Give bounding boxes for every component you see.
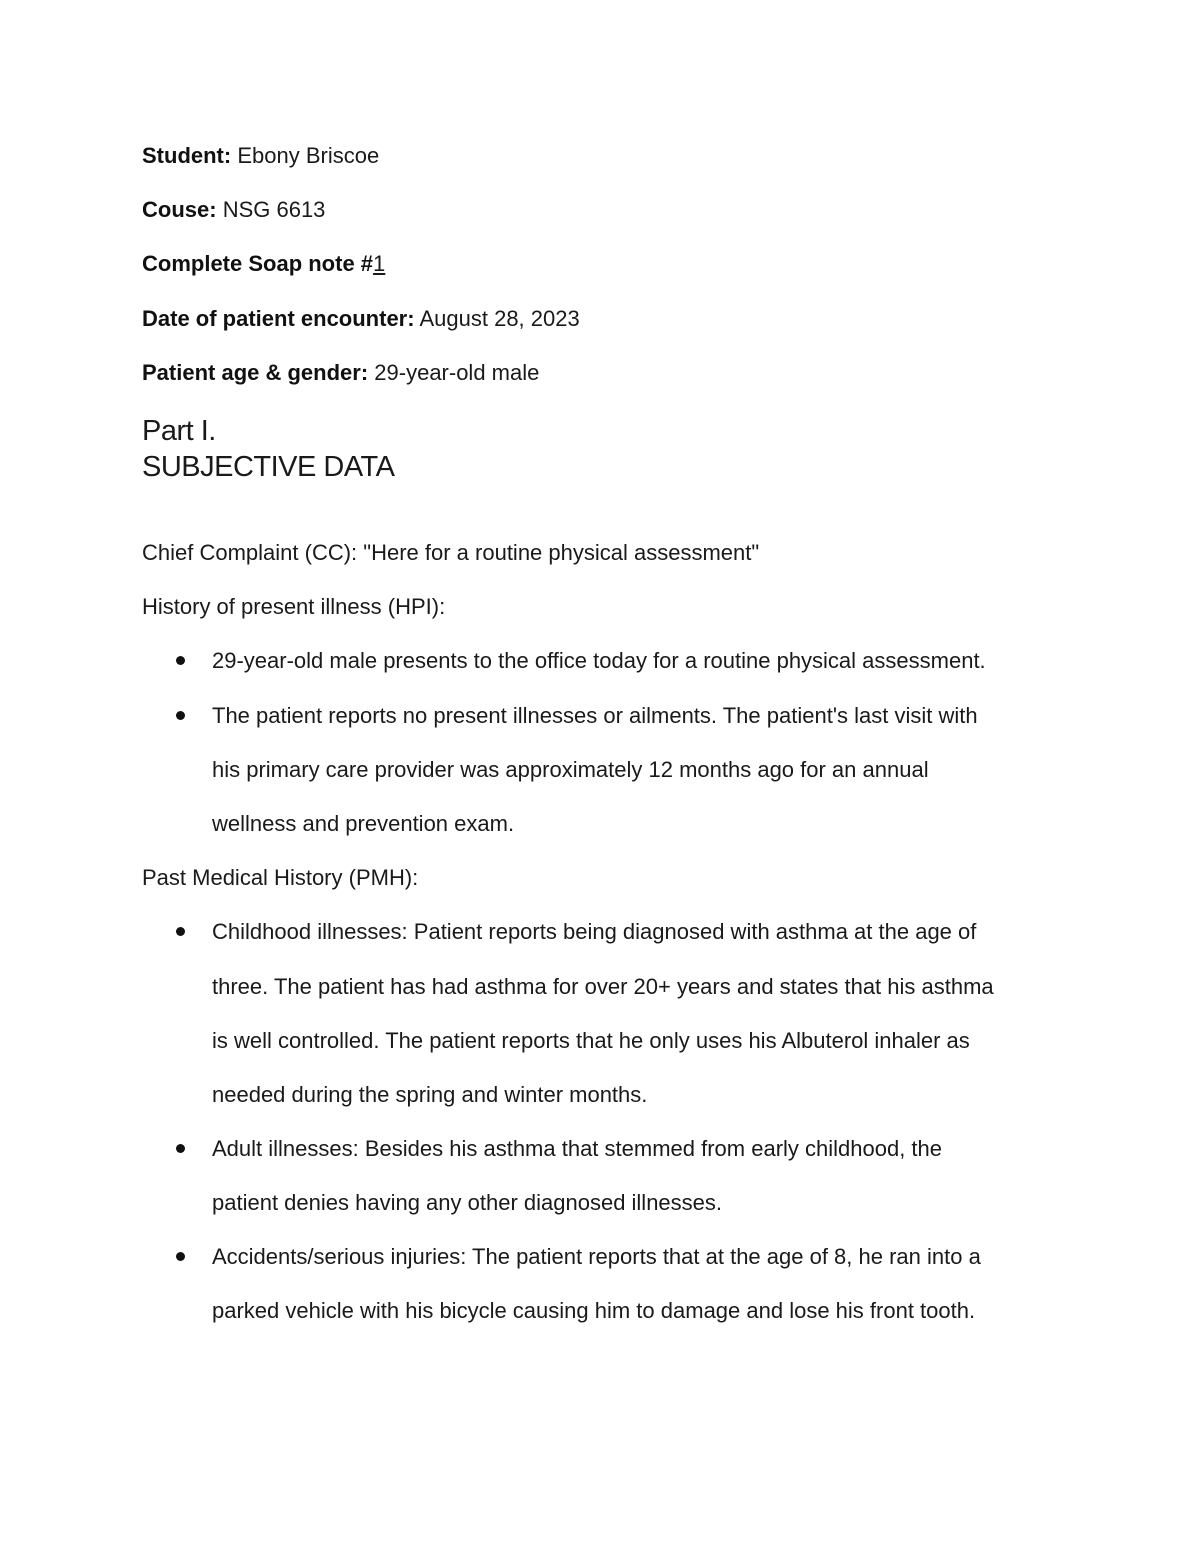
hpi-item-1-line-1: 29-year-old male presents to the office today for a routine physical assessment. <box>212 648 986 673</box>
age-gender-field <box>142 359 539 387</box>
age-gender-value: 29-year-old male <box>374 360 540 385</box>
course-label: Couse: <box>142 197 217 222</box>
student-value: Ebony Briscoe <box>237 143 380 168</box>
date-label: Date of patient encounter: <box>142 306 415 331</box>
bullet-icon <box>176 927 185 936</box>
date-field <box>142 305 580 333</box>
pmh-item-3-line-2: parked vehicle with his bicycle causing him to damage and lose his front tooth. <box>212 1298 976 1323</box>
date-value: August 28, 2023 <box>419 306 580 331</box>
bullet-icon <box>176 656 185 665</box>
pmh-item-2-line-1: Adult illnesses: Besides his asthma that stemmed from early childhood, the <box>212 1136 943 1161</box>
course-field <box>142 196 325 224</box>
hpi-item-2-line-3: wellness and prevention exam. <box>212 811 515 836</box>
soap-note-number: 1 <box>373 251 386 276</box>
pmh-item-1-line-4: needed during the spring and winter months. <box>212 1082 648 1107</box>
hpi-item-2-line-2: his primary care provider was approximately 12 months ago for an annual <box>212 757 929 782</box>
section-title: SUBJECTIVE DATA <box>142 451 395 483</box>
pmh-item-3-line-1: Accidents/serious injuries: The patient reports that at the age of 8, he ran into a <box>212 1244 981 1269</box>
hpi-heading: History of present illness (HPI): <box>142 594 446 619</box>
bullet-icon <box>176 711 185 720</box>
student-field <box>142 142 379 170</box>
pmh-item-1-line-1: Childhood illnesses: Patient reports being diagnosed with asthma at the age of <box>212 919 977 944</box>
soap-note-label: Complete Soap note # <box>142 251 374 276</box>
bullet-icon <box>176 1252 185 1261</box>
pmh-item-1-line-3: is well controlled. The patient reports that he only uses his Albuterol inhaler as <box>212 1028 970 1053</box>
part-title: Part I. <box>142 415 216 447</box>
pmh-heading: Past Medical History (PMH): <box>142 865 419 890</box>
bullet-icon <box>176 1144 185 1153</box>
soap-note-field <box>142 250 385 278</box>
pmh-item-2-line-2: patient denies having any other diagnosed illnesses. <box>212 1190 723 1215</box>
chief-complaint: Chief Complaint (CC): "Here for a routine physical assessment" <box>142 540 760 565</box>
hpi-item-2-line-1: The patient reports no present illnesses or ailments. The patient's last visit with <box>212 703 978 728</box>
student-label: Student: <box>142 143 232 168</box>
pmh-item-1-line-2: three. The patient has had asthma for over 20+ years and states that his asthma <box>212 974 994 999</box>
age-gender-label: Patient age & gender: <box>142 360 369 385</box>
course-value: NSG 6613 <box>222 197 326 222</box>
